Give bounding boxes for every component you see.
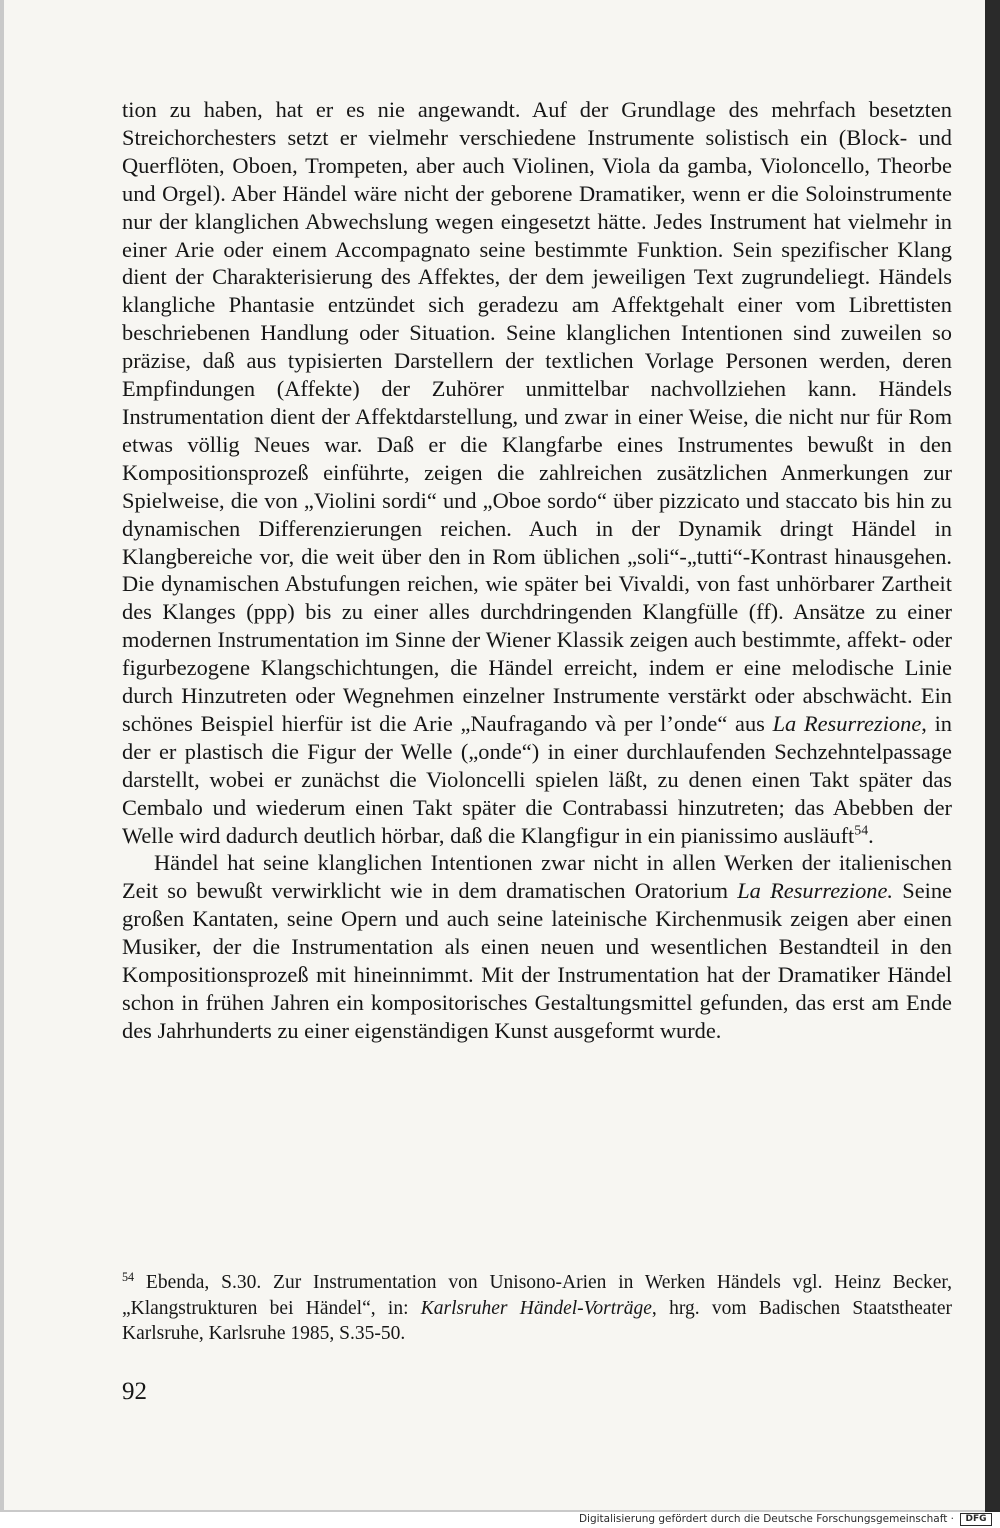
footnote-reference: 54 — [854, 823, 869, 839]
footnote-number: 54 — [122, 1269, 135, 1284]
footnote-text: Ebenda, S.30. Zur Instrumentation von Unisono-Arien in Werken Händels vgl. Heinz Becker, „Klangstrukturen bei Händel“, in: — [122, 1272, 952, 1319]
text-segment: Händel hat seine klanglichen Intentionen zwar nicht in allen Werken der italienischen Zeit so bewußt verwirklicht wie in dem dramatischen Oratorium — [122, 850, 952, 904]
dfg-logo: DFG — [960, 1513, 992, 1526]
footnote — [122, 1270, 952, 1347]
book-title-la-resurrezione: La Resurrezione — [772, 710, 922, 736]
footnote-title: Karlsruher Händel-Vorträge — [420, 1297, 652, 1319]
text-segment: , in der er plastisch die Figur der Welle („onde“) in einer durchlaufenden Sechzehntelpassage darstellt, wobei er zunächst die Violoncelli spielen läßt, zu denen einen Takt später das Cembalo und wiederum einen Takt später die Contrabassi hinzutreten; das Abebben der Welle wird dadurch deutlich hörbar, daß die Klangfigur in ein pianissimo ausläuft — [122, 710, 952, 848]
digitization-note: Digitalisierung gefördert durch die Deutsche Forschungsgemeinschaft · — [578, 1513, 954, 1525]
text-segment: Seine großen Kantaten, seine Opern und auch seine lateinische Kirchenmusik zeigen aber einen Musiker, der die Instrumentation als einen neuen und wesentlichen Bestandteil in den Kompositionsprozeß mit hineinnimmt. Mit der Instrumentation hat der Dramatiker Händel schon in frühen Jahren ein kompositorisches Gestaltungsmittel gefunden, das erst am Ende des Jahrhunderts zu einer eigenständigen Kunst ausgeformt wurde. — [122, 878, 952, 1043]
paragraph-2 — [122, 849, 952, 1044]
book-page — [4, 0, 994, 1510]
body-text — [122, 96, 952, 1045]
text-segment: tion zu haben, hat er es nie angewandt. Auf der Grundlage des mehrfach besetzten Streichorchesters setzt er vielmehr verschiedene Instrumente solistisch ein (Block- und Querflöten, Oboen, Trompeten, aber auch Violinen, Viola da gamba, Violoncello, Theorbe und Orgel). Aber Händel wäre nicht der geborene Dramatiker, wenn er die Soloinstrumente nur der klanglichen Abwechslung wegen eingesetzt hätte. Jedes Instrument hat vielmehr in einer Arie oder einem Accompagnato seine bestimmte Funktion. Sein spezifischer Klang dient der Charakterisierung des Affektes, der dem jeweiligen Text zugrundeliegt. Händels klangliche Phantasie entzündet sich geradezu am Affektgehalt einer vom Librettisten beschriebenen Handlung oder Situation. Seine klanglichen Intentionen sind zuweilen so präzise, daß aus typisierten Darstellern der textlichen Vorlage Personen werden, deren Empfindungen (Affekte) der Zuhörer unmittelbar nachvollziehen kann. Händels Instrumentation dient der Affektdarstellung, und zwar in einer Weise, die nicht nur für Rom etwas völlig Neues war. Daß er die Klangfarbe eines Instrumentes bewußt in den Kompositionsprozeß einführte, zeigen die zahlreichen zusätzlichen Anmerkungen zur Spielweise, die von „Violini sordi“ und „Oboe sordo“ über pizzicato und staccato bis hin zu dynamischen Differenzierungen reichen. Auch in der Dynamik dringt Händel in Klangbereiche vor, die weit über den in Rom üblichen „soli“-„tutti“-Kontrast hinausgehen. Die dynamischen Abstufungen reichen, wie später bei Vivaldi, von fast unhörbarer Zartheit des Klanges (ppp) bis zu einer alles durchdringenden Klangfülle (ff). Ansätze zu einer modernen Instrumentation im Sinne der Wiener Klassik zeigen auch bestimmte, affekt- oder figurbezogene Klangschichtungen, die Händel erreicht, indem er eine melodische Linie durch Hinzutreten oder Wegnehmen einzelner Instrumente verstärkt oder abschwächt. Ein schönes Beispiel hierfür ist die Arie „Naufragando và per l’onde“ aus — [122, 97, 952, 736]
page-number: 92 — [122, 1378, 147, 1405]
footnote-text: , hrg. vom Badischen Staatstheater Karlsruhe, Karlsruhe 1985, S.35-50. — [122, 1297, 952, 1344]
book-title-la-resurrezione: La Resurrezione. — [737, 878, 894, 904]
paragraph-1 — [122, 96, 952, 849]
text-segment: . — [868, 822, 874, 848]
scan-edge — [985, 0, 1000, 1512]
